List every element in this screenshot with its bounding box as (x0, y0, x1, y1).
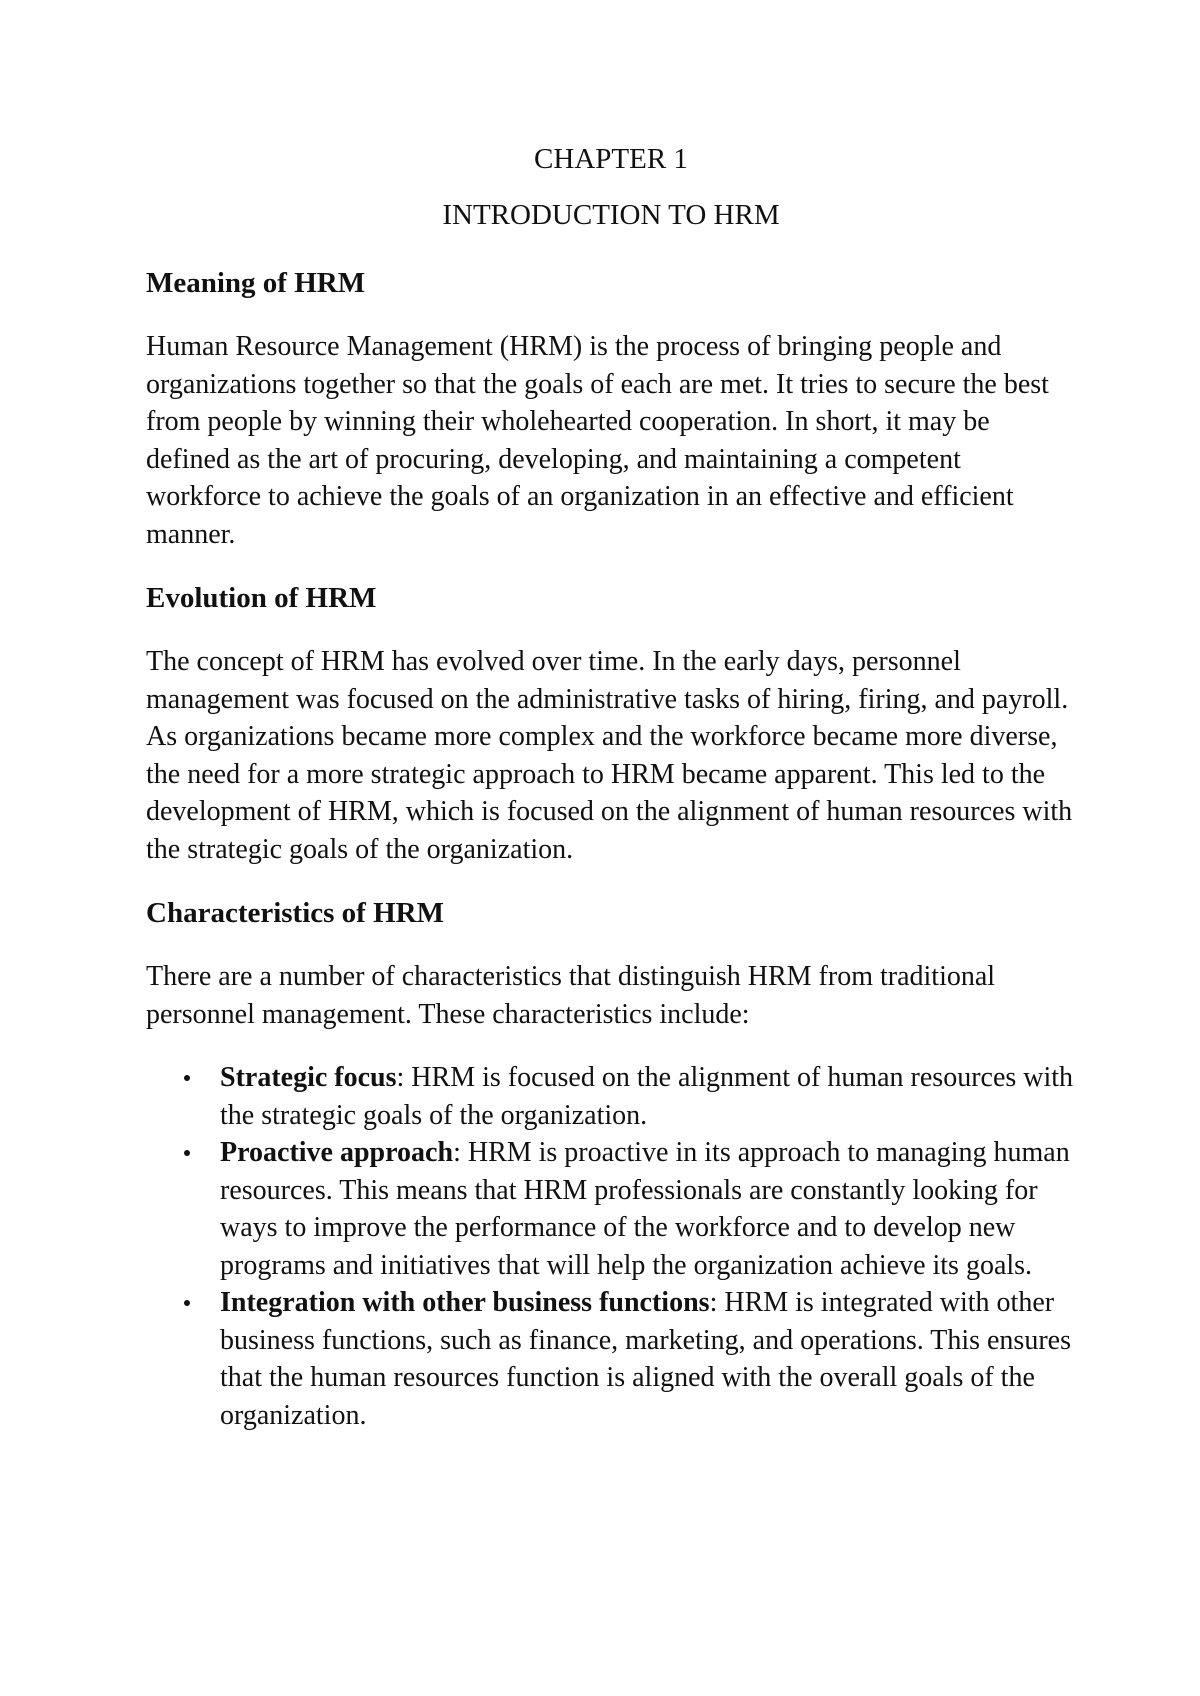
list-item-integration (146, 1284, 1076, 1434)
bullet-icon (184, 1300, 190, 1306)
list-item-proactive-approach (146, 1134, 1076, 1284)
characteristics-list (146, 1059, 1076, 1434)
chapter-title: INTRODUCTION TO HRM (442, 199, 780, 231)
paragraph-meaning: Human Resource Management (HRM) is the process of bringing people and organizations together so that the goals of each are met. It tries to secure the best from people by winning their wholehearted cooperation. In short, it may be defined as the art of procuring, developing, and maintaining a competent workforce to achieve the goals of an organization in an effective and efficient manner. (146, 331, 1049, 550)
list-item-text: : HRM is proactive in its approach to managing human resources. This means that HRM professionals are constantly looking for ways to improve the performance of the workforce and to develop new programs and initiatives that will help the organization achieve its goals. (220, 1137, 1070, 1281)
list-item-text: : HRM is integrated with other business functions, such as finance, marketing, and operations. This ensures that the human resources function is aligned with the overall goals of the organization. (220, 1287, 1071, 1431)
paragraph-evolution: The concept of HRM has evolved over time. In the early days, personnel management was focused on the administrative tasks of hiring, firing, and payroll. As organizations became more complex and the workforce became more diverse, the need for a more strategic approach to HRM became apparent. This led to the development of HRM, which is focused on the alignment of human resources with the strategic goals of the organization. (146, 646, 1073, 865)
chapter-number: CHAPTER 1 (534, 143, 688, 175)
bullet-icon (184, 1150, 190, 1156)
section-heading-characteristics: Characteristics of HRM (146, 897, 444, 929)
list-item-text: : HRM is focused on the alignment of human resources with the strategic goals of the organization. (220, 1062, 1074, 1131)
bullet-icon (184, 1075, 190, 1081)
list-item-term: Integration with other business functions (220, 1287, 710, 1318)
paragraph-characteristics-intro: There are a number of characteristics that distinguish HRM from traditional personnel management. These characteristics include: (146, 961, 996, 1030)
page-content (146, 140, 1076, 1434)
list-item-term: Strategic focus (220, 1062, 397, 1093)
section-heading-evolution: Evolution of HRM (146, 582, 377, 614)
list-item-term: Proactive approach (220, 1137, 454, 1168)
list-item-strategic-focus (146, 1059, 1076, 1134)
section-heading-meaning: Meaning of HRM (146, 267, 366, 299)
